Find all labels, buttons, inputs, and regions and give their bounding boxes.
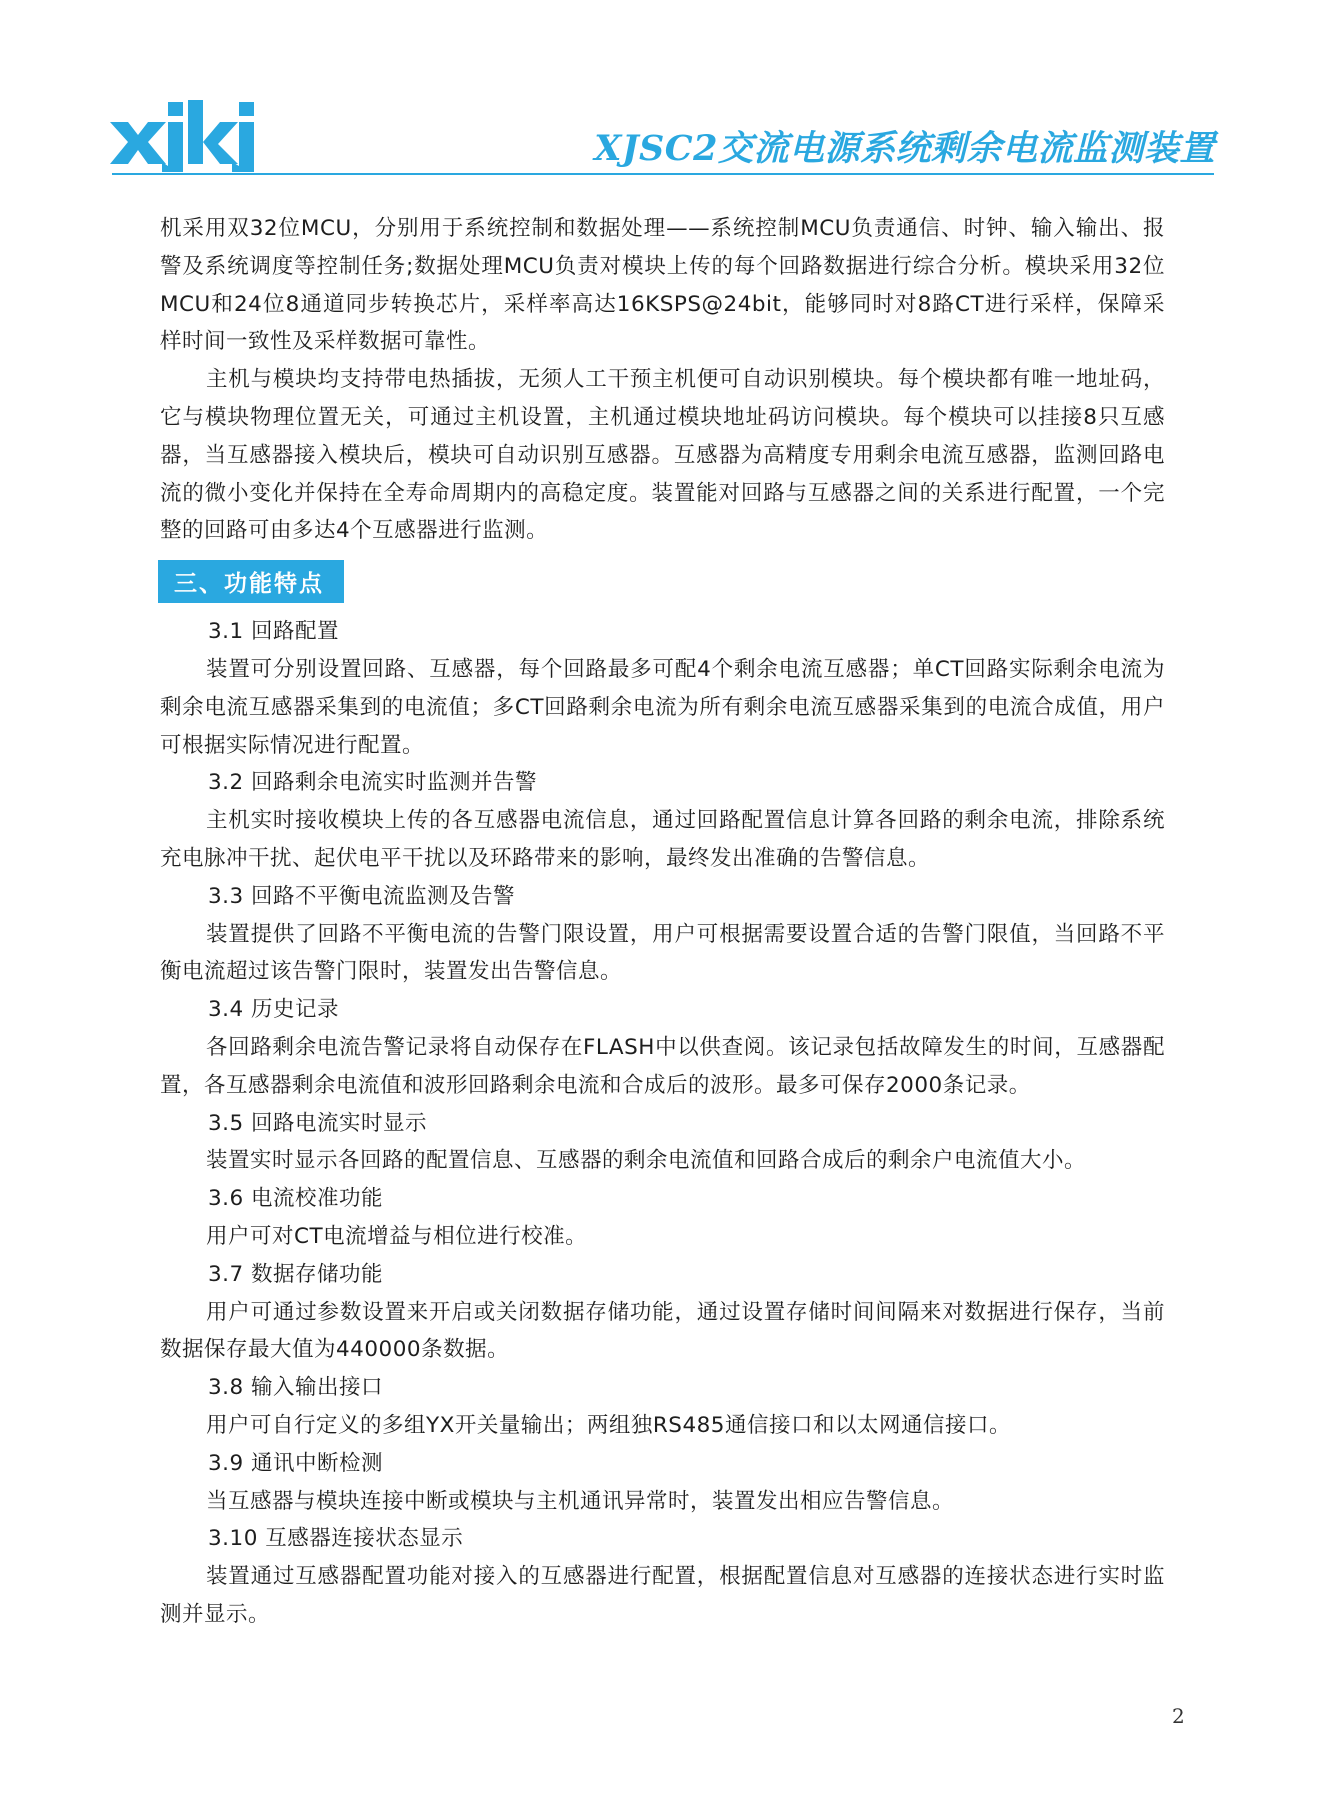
feature-title: 3.8 输入输出接口: [208, 1375, 384, 1401]
feature-title: 3.5 回路电流实时显示: [208, 1110, 428, 1136]
page-number: 2: [1172, 1704, 1185, 1728]
feature-title: 3.4 历史记录: [208, 997, 340, 1023]
feature-body: 主机实时接收模块上传的各互感器电流信息，通过回路配置信息计算各回路的剩余电流，排除系统充电脉冲干扰、起伏电平干扰以及环路带来的影响，最终发出准确的告警信息。: [160, 808, 1165, 871]
page-content: [160, 210, 1165, 1634]
feature-body: 各回路剩余电流告警记录将自动保存在FLASH中以供查阅。该记录包括故障发生的时间，互感器配置，各互感器剩余电流值和波形回路剩余电流和合成后的波形。最多可保存2000条记录。: [160, 1034, 1165, 1098]
feature-title: 3.7 数据存储功能: [208, 1261, 384, 1287]
feature-body: 用户可通过参数设置来开启或关闭数据存储功能，通过设置存储时间间隔来对数据进行保存，当前数据保存最大值为440000条数据。: [160, 1299, 1165, 1363]
feature-body: 装置可分别设置回路、互感器，每个回路最多可配4个剩余电流互感器；单CT回路实际剩余电流为剩余电流互感器采集到的电流值；多CT回路剩余电流为所有剩余电流互感器采集到的电流合成值，用户可根据实际情况进行配置。: [160, 656, 1165, 758]
feature-body: 用户可自行定义的多组YX开关量输出；两组独RS485通信接口和以太网通信接口。: [206, 1412, 1011, 1438]
company-logo: [108, 92, 258, 172]
feature-title: 3.9 通讯中断检测: [208, 1450, 384, 1476]
feature-body: 装置提供了回路不平衡电流的告警门限设置，用户可根据需要设置合适的告警门限值，当回路不平衡电流超过该告警门限时，装置发出告警信息。: [160, 921, 1165, 985]
section-heading: 三、功能特点: [158, 560, 344, 603]
feature-body: 装置通过互感器配置功能对接入的互感器进行配置，根据配置信息对互感器的连接状态进行实时监测并显示。: [160, 1564, 1165, 1627]
document-title: XJSC2交流电源系统剩余电流监测装置: [594, 128, 1215, 169]
page-header: [0, 0, 1323, 185]
feature-body: 装置实时显示各回路的配置信息、互感器的剩余电流值和回路合成后的剩余户电流值大小。: [206, 1148, 1087, 1174]
feature-title: 3.2 回路剩余电流实时监测并告警: [208, 770, 538, 796]
intro-paragraph-1: 机采用双32位MCU，分别用于系统控制和数据处理——系统控制MCU负责通信、时钟、输入输出、报警及系统调度等控制任务;数据处理MCU负责对模块上传的每个回路数据进行综合分析。模块采用32位MCU和24位8通道同步转换芯片，采样率高达16KSPS@24bit，能够同时对8路CT进行采样，保障采样时间一致性及采样数据可靠性。: [160, 216, 1165, 355]
feature-body: 用户可对CT电流增益与相位进行校准。: [206, 1223, 588, 1249]
feature-title: 3.6 电流校准功能: [208, 1186, 384, 1212]
intro-paragraph-2: 主机与模块均支持带电热插拔，无须人工干预主机便可自动识别模块。每个模块都有唯一地址码，它与模块物理位置无关，可通过主机设置，主机通过模块地址码访问模块。每个模块可以挂接8只互感器，当互感器接入模块后，模块可自动识别互感器。互感器为高精度专用剩余电流互感器，监测回路电流的微小变化并保持在全寿命周期内的高稳定度。装置能对回路与互感器之间的关系进行配置，一个完整的回路可由多达4个互感器进行监测。: [160, 367, 1165, 544]
feature-title: 3.10 互感器连接状态显示: [208, 1526, 464, 1552]
feature-title: 3.1 回路配置: [208, 619, 340, 645]
header-divider: [112, 173, 1214, 175]
feature-title: 3.3 回路不平衡电流监测及告警: [208, 883, 516, 909]
feature-body: 当互感器与模块连接中断或模块与主机通讯异常时，装置发出相应告警信息。: [206, 1488, 955, 1514]
